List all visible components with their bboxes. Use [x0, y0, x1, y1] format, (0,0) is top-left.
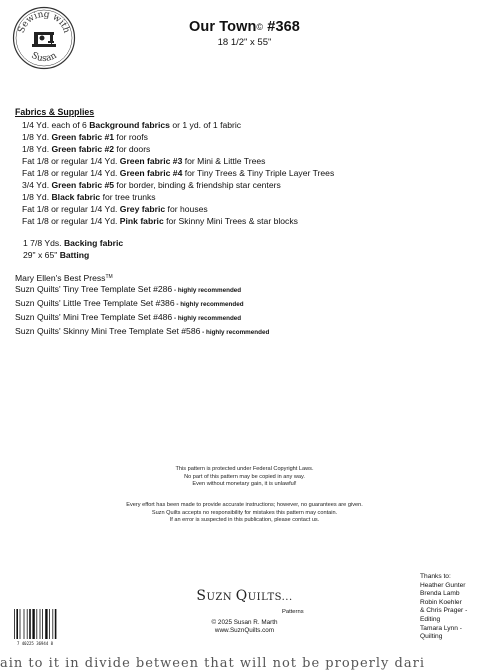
copyright-notice: This pattern is protected under Federal Copyright Laws. No part of this pattern may be copied in any way. Even without monetary gain, it is unlawful!: [175, 466, 314, 488]
thanks-credits: Thanks to: Heather Gunter Brenda Lamb Robin Koehler & Chris Prager - Editing Tamara Lynn - Quilting: [420, 573, 468, 641]
svg-text:Susan: Susan: [29, 50, 59, 65]
fabrics-heading: Fabrics & Supplies: [15, 107, 95, 117]
cropped-text-fragment: ain to it in divide between that will not be properly dari: [0, 656, 425, 671]
finished-size: 18 1/2" x 55": [217, 37, 272, 48]
list-item: 1/8 Yd. Green fabric #1 for roofs: [22, 132, 148, 142]
footer-copyright: © 2025 Susan R. Marth: [211, 619, 278, 626]
brand-patterns-label: Patterns: [282, 609, 304, 615]
list-item: 1/4 Yd. each of 6 Background fabrics or 1 yd. of 1 fabric: [22, 120, 242, 130]
backing-list: [23, 237, 123, 261]
list-item: 1 7/8 Yds. Backing fabric: [23, 238, 124, 248]
press-item: Mary Ellen's Best Press™: [15, 273, 113, 283]
svg-text:7 40225 36944 8: 7 40225 36944 8: [16, 641, 54, 646]
list-item: Suzn Quilts' Tiny Tree Template Set #286 - highly recommended: [15, 284, 242, 294]
list-item: 29" x 65" Batting: [23, 250, 90, 260]
template-list: [15, 283, 269, 339]
list-item: Suzn Quilts' Skinny Mini Tree Template Set #586 - highly recommended: [15, 326, 270, 336]
list-item: Suzn Quilts' Mini Tree Template Set #486 - highly recommended: [15, 312, 242, 322]
footer-website: www.SuznQuilts.com: [214, 627, 275, 635]
list-item: 1/8 Yd. Green fabric #2 for doors: [22, 144, 151, 154]
brand-logo: SUZN QUILTS...: [196, 588, 293, 604]
list-item: 1/8 Yd. Black fabric for tree trunks: [22, 192, 156, 202]
list-item: Fat 1/8 or regular 1/4 Yd. Pink fabric for Skinny Mini Trees & star blocks: [22, 216, 298, 226]
footer-contact: [0, 619, 489, 636]
fabric-list: [22, 119, 334, 227]
disclaimer-notice: Every effort has been made to provide accurate instructions; however, no guarantees are given. Suzn Quilts accepts no responsibility for mistakes this pattern may contain. If an error is suspected in this publication, please contact us.: [126, 502, 363, 524]
pattern-title: Our Town© #368: [189, 19, 300, 35]
list-item: Fat 1/8 or regular 1/4 Yd. Grey fabric for houses: [22, 204, 208, 214]
barcode-icon: [12, 608, 58, 646]
list-item: Fat 1/8 or regular 1/4 Yd. Green fabric #4 for Tiny Trees & Tiny Triple Layer Trees: [22, 168, 335, 178]
list-item: Suzn Quilts' Little Tree Template Set #386 - highly recommended: [15, 298, 244, 308]
logo-text: Sewing with: [16, 9, 72, 35]
list-item: Fat 1/8 or regular 1/4 Yd. Green fabric #3 for Mini & Little Trees: [22, 156, 266, 166]
list-item: 3/4 Yd. Green fabric #5 for border, binding & friendship star centers: [22, 180, 281, 190]
